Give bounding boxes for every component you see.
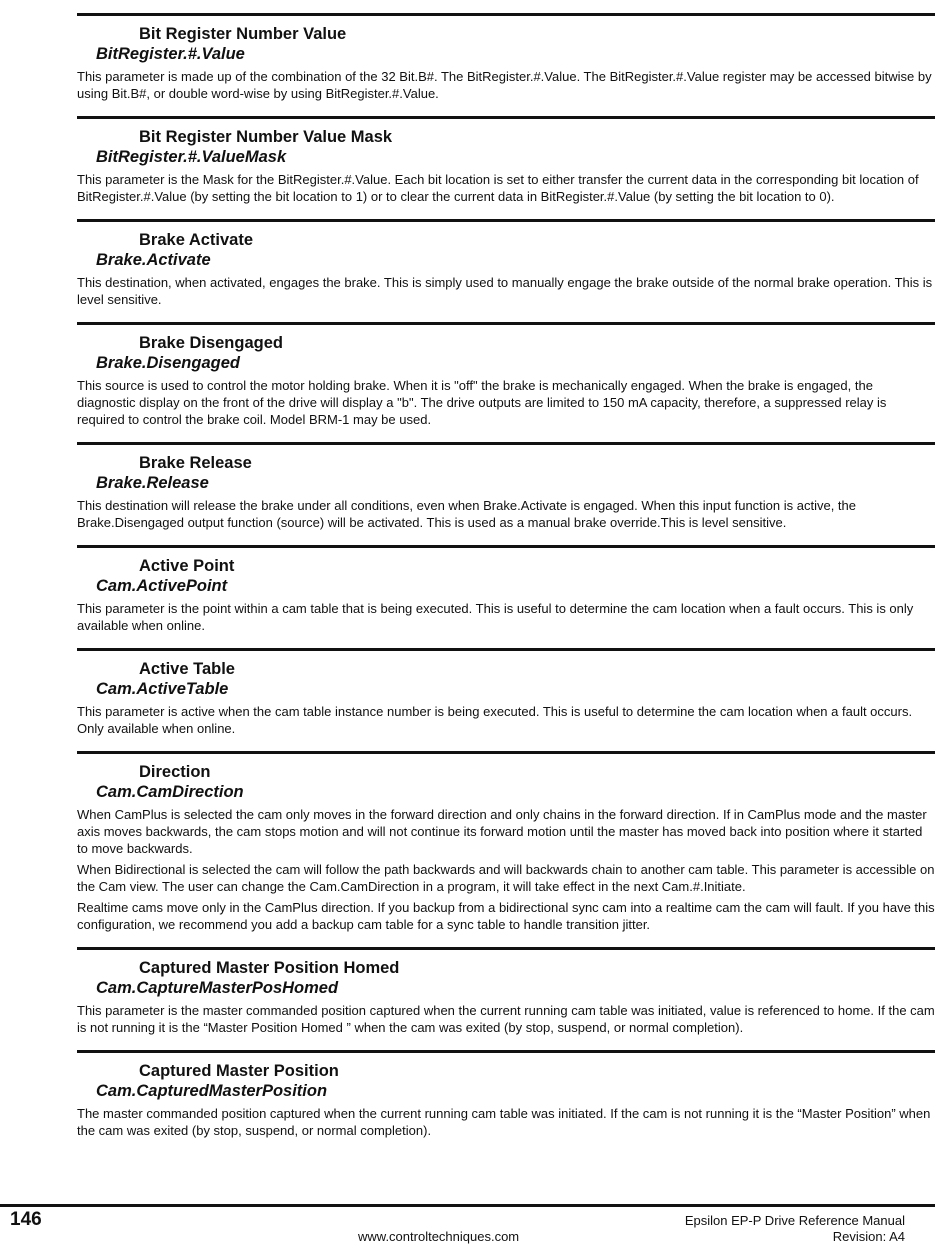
entry-description: This parameter is the Mask for the BitRegister.#.Value. Each bit location is set to either transfer the current data in the corresponding bit location of BitRegister.#.Value (by setting the bit location to 1) or to clear the current data in BitRegister.#.Value (by setting the bit location to 0). — [77, 172, 919, 204]
entry-parameter-name: Cam.CapturedMasterPosition — [96, 1082, 328, 1100]
parameter-entry — [77, 648, 935, 737]
entry-description: This parameter is active when the cam table instance number is being executed. This is useful to determine the cam location when a fault occurs. Only available when online. — [77, 704, 913, 736]
entry-title: Active Point — [139, 557, 235, 575]
entry-parameter-name: Cam.CamDirection — [96, 783, 244, 801]
page-number: 146 — [10, 1209, 42, 1230]
entry-description: This destination will release the brake under all conditions, even when Brake.Activate is engaged. When this input function is active, the Brake.Disengaged output function (source) will be activated. This is used as a manual brake override.This is level sensitive. — [77, 498, 856, 530]
entry-title: Brake Disengaged — [139, 334, 283, 352]
entry-parameter-name: Cam.ActiveTable — [96, 680, 229, 698]
parameter-entry — [77, 947, 935, 1036]
entry-parameter-name: BitRegister.#.ValueMask — [96, 148, 287, 166]
entry-title: Brake Release — [139, 454, 252, 472]
entry-description: The master commanded position captured when the current running cam table was initiated. If the cam is not running it is the “Master Position” when the cam was exited (by stop, suspend, or normal completion). — [77, 1106, 931, 1138]
parameter-entry — [77, 1050, 935, 1139]
parameter-entry — [77, 545, 935, 634]
parameter-entry — [77, 442, 935, 531]
entry-description: When Bidirectional is selected the cam will follow the path backwards and will backwards chain to another cam table. This parameter is accessible on the Cam view. The user can change the Cam.CamDirection in a program, it will take effect in the next Cam.#.Initiate. — [77, 862, 935, 894]
parameter-entry — [77, 219, 935, 308]
entry-title: Captured Master Position — [139, 1062, 339, 1080]
entry-title: Direction — [139, 763, 211, 781]
page-footer — [0, 1204, 935, 1244]
entry-parameter-name: Brake.Disengaged — [96, 354, 240, 372]
entry-description: Realtime cams move only in the CamPlus direction. If you backup from a bidirectional sync cam into a realtime cam the cam will fault. If you have this configuration, we recommend you add a backup cam table for a sync table to handle transition jitter. — [77, 900, 935, 932]
entry-title: Brake Activate — [139, 231, 254, 249]
parameter-entry — [77, 13, 935, 102]
parameter-entry — [77, 751, 935, 933]
entry-title: Captured Master Position Homed — [139, 959, 400, 977]
parameter-entry — [77, 116, 935, 205]
revision-label: Revision: A4 — [832, 1229, 905, 1244]
document-body — [77, 13, 935, 1153]
entry-parameter-name: BitRegister.#.Value — [96, 45, 245, 63]
parameter-entry — [77, 322, 935, 428]
entry-title: Bit Register Number Value Mask — [139, 128, 393, 146]
entry-parameter-name: Cam.CaptureMasterPosHomed — [96, 979, 339, 997]
entry-parameter-name: Cam.ActivePoint — [96, 577, 228, 595]
entry-description: This destination, when activated, engages the brake. This is simply used to manually engage the brake outside of the normal brake operation. This is level sensitive. — [77, 275, 933, 307]
entry-parameter-name: Brake.Release — [96, 474, 209, 492]
entry-description: This source is used to control the motor holding brake. When it is "off" the brake is mechanically engaged. When the brake is engaged, the diagnostic display on the front of the drive will display a "b". The drive outputs are limited to 150 mA capacity, therefore, a suppressed relay is required to control the brake coil. Model BRM-1 may be used. — [77, 378, 887, 427]
entry-title: Bit Register Number Value — [139, 25, 347, 43]
entry-title: Active Table — [139, 660, 235, 678]
entry-description: This parameter is made up of the combination of the 32 Bit.B#. The BitRegister.#.Value. The BitRegister.#.Value register may be accessed bitwise by using Bit.B#, or double word-wise by using BitRegister.#.Value. — [77, 69, 932, 101]
entry-description: This parameter is the point within a cam table that is being executed. This is useful to determine the cam location when a fault occurs. This is only available when online. — [77, 601, 914, 633]
manual-title: Epsilon EP-P Drive Reference Manual — [684, 1213, 905, 1228]
entry-description: This parameter is the master commanded position captured when the current running cam table was initiated, value is referenced to home. If the cam is not running it is the “Master Position Homed ” when the cam was exited (by stop, suspend, or normal completion). — [77, 1003, 935, 1035]
entry-description: When CamPlus is selected the cam only moves in the forward direction and only chains in the forward direction. If in CamPlus mode and the master axis moves backwards, the cam stops motion and will not continue its forward motion until the master has moved back into position where it started to move backwards. — [77, 807, 927, 856]
website-link[interactable]: www.controltechniques.com — [358, 1229, 520, 1244]
entry-parameter-name: Brake.Activate — [96, 251, 211, 269]
